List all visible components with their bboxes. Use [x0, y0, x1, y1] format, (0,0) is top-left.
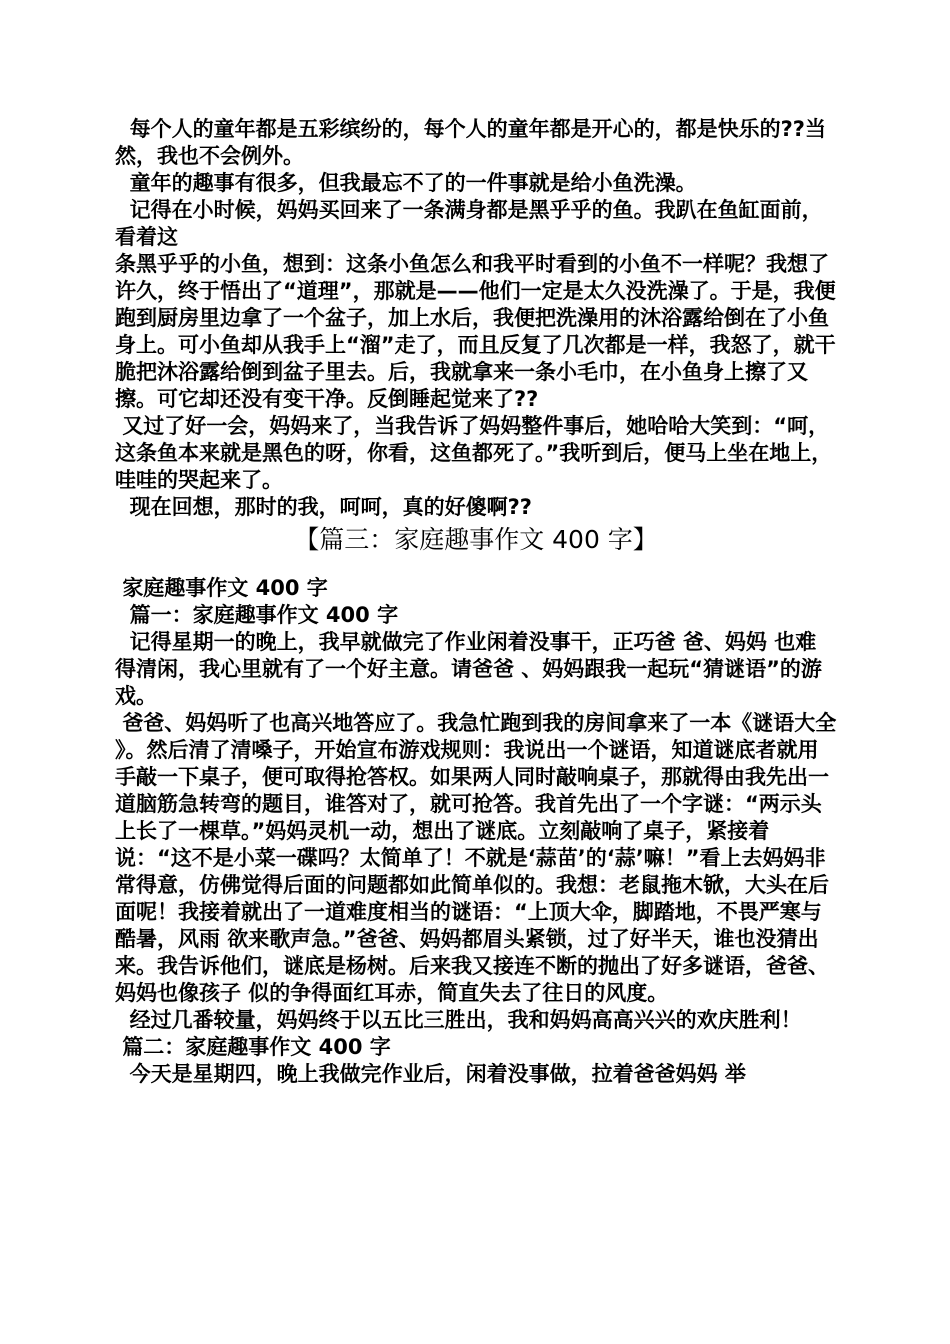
- essay-paragraph-3: 经过几番较量，妈妈终于以五比三胜出，我和妈妈高高兴兴的欢庆胜利！: [115, 1008, 802, 1032]
- story-paragraph-2: 童年的趣事有很多，但我最忘不了的一件事就是给小鱼洗澡。: [115, 171, 697, 195]
- essay-heading: 家庭趣事作文 400 字: [115, 576, 328, 600]
- section-title: 【篇三：家庭趣事作文 400 字】: [294, 525, 658, 554]
- essay-subheading-2: 篇二：家庭趣事作文 400 字: [115, 1035, 391, 1059]
- story-paragraph-3: 记得在小时候，妈妈买回来了一条满身都是黑乎乎的鱼。我趴在鱼缸面前，看着这: [115, 198, 823, 249]
- essay-paragraph-2: 爸爸、妈妈听了也高兴地答应了。我急忙跑到我的房间拿来了一本《谜语大全 》。然后清了清嗓子，开始宣布游戏规则：我说出一个谜语，知道谜底者就用手敲一下桌子，便可取得抢答权。如果两人同时敲响桌子，那就得由我先出一道脑筋急转弯的题目，谁答对了，就可抢答。我首先出了一个字谜：“两示头上长了一棵草。”妈妈灵机一动，想出了谜底。立刻敲响了桌子，紧接着说：“这不是小菜一碟吗？太简单了！不就是‘蒜苗’的‘蒜’嘛！”看上去妈妈非常得意，仿佛觉得后面的问题都如此简单似的。我想：老鼠拖木锨，大头在后面呢！我接着就出了一道难度相当的谜语：“上顶大伞，脚踏地，不畏严寒与酷暑，风雨 欲来歌声急。”爸爸、妈妈都眉头紧锁，过了好半天，谁也没猜出来。我告诉他们，谜底是杨树。后来我又接连不断的抛出了好多谜语，爸爸、妈妈也像孩子 似的争得面红耳赤，简直失去了往日的风度。: [115, 711, 844, 1005]
- story-paragraph-1: 每个人的童年都是五彩缤纷的，每个人的童年都是开心的，都是快乐的??当然，我也不会例外。: [115, 117, 826, 168]
- story-paragraph-6: 现在回想，那时的我，呵呵，真的好傻啊??: [115, 495, 532, 519]
- document-page: [115, 116, 844, 1088]
- story-paragraph-5: 又过了好一会，妈妈来了，当我告诉了妈妈整件事后，她哈哈大笑到：“呵，这条鱼本来就是黑色的呀，你看，这鱼都死了。”我听到后，便马上坐在地上，哇哇的哭起来了。: [115, 414, 833, 492]
- story-paragraph-4: 条黑乎乎的小鱼，想到：这条小鱼怎么和我平时看到的小鱼不一样呢？我想了许久，终于悟出了“道理”，那就是——他们一定是太久没洗澡了。于是，我便跑到厨房里边拿了一个盆子，加上水后，我便把洗澡用的沐浴露给倒在了小鱼身上。可小鱼却从我手上“溜”走了，而且反复了几次都是一样，我怒了，就干脆把沐浴露给倒到盆子里去。后，我就拿来一条小毛巾，在小鱼身上擦了又擦。可它却还没有变干净。反倒睡起觉来了??: [115, 252, 836, 411]
- essay-paragraph-1: 记得星期一的晚上，我早就做完了作业闲着没事干，正巧爸 爸、妈妈 也难得清闲，我心里就有了一个好主意。请爸爸 、妈妈跟我一起玩“猜谜语”的游戏。: [115, 630, 822, 708]
- essay-paragraph-4: 今天是星期四，晚上我做完作业后，闲着没事做，拉着爸爸妈妈 举: [115, 1062, 746, 1086]
- essay-subheading-1: 篇一：家庭趣事作文 400 字: [115, 603, 399, 627]
